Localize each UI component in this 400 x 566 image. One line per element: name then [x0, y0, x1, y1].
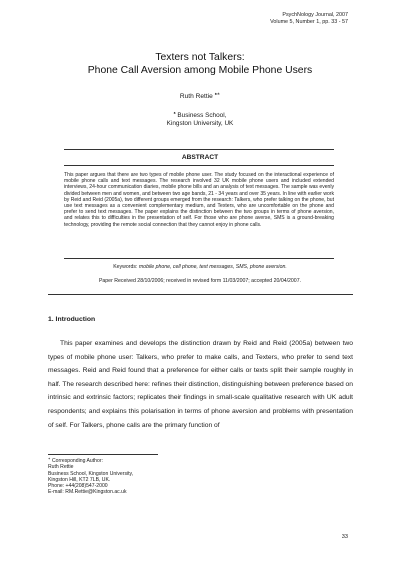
- title-line-2: Phone Call Aversion among Mobile Phone Users: [87, 64, 313, 76]
- affiliation-line-1: Business School,: [177, 112, 227, 119]
- section-heading: 1. Introduction: [48, 316, 96, 323]
- journal-header: [270, 12, 348, 26]
- paper-title: [0, 52, 400, 77]
- footnote-line: Ruth Rettie: [48, 464, 74, 471]
- journal-volume: Volume 5, Number 1, pp. 33 - 57: [270, 19, 348, 25]
- title-line-1: Texters not Talkers:: [155, 52, 245, 63]
- footnote-marker: ∗: [48, 456, 51, 461]
- footnote-line: Phone: +44(208)547-2000: [48, 483, 108, 490]
- abstract-top-rule: [64, 149, 334, 150]
- author: [0, 90, 400, 100]
- introduction-text: This paper examines and develops the distinction drawn by Reid and Reid (2005a) between two types of mobile phone user: Talkers, who prefer to make calls, and Texters, who prefer to send text messages. Reid and Reid found that a preference for either calls or texts split their sample roughly in half. The research described here: refines their distinction, distinguishing between preference based on intrinsic and extrinsic factors; replicates their findings in small-scale qualitative research with UK adult respondents; and explains this polarisation in terms of phone aversion and problems with presentation of self. For Talkers, phone calls are the primary function of: [48, 340, 353, 429]
- journal-name: PsychNology Journal, 2007: [282, 12, 348, 18]
- section-separator-rule: [48, 294, 353, 295]
- footnote-label: Corresponding Author:: [51, 458, 103, 464]
- footnote-rule: [48, 454, 158, 455]
- affiliation: [0, 112, 400, 128]
- footnote: [48, 458, 133, 496]
- footnote-line: Business School, Kingston University,: [48, 470, 134, 477]
- keywords: [0, 264, 400, 270]
- author-marker: ♠∗: [214, 90, 221, 96]
- affiliation-line-2: Kingston University, UK: [166, 120, 234, 127]
- affiliation-marker: ♠: [173, 110, 176, 115]
- abstract-heading-rule: [64, 165, 334, 166]
- keywords-terms: mobile phone, cell phone, text messages, SMS, phone aversion.: [138, 264, 287, 270]
- footnote-line: Kingston Hill, KT2 7LB, UK.: [48, 476, 111, 483]
- footnote-email: E-mail: RM.Rettie@Kingston.ac.uk: [48, 489, 127, 496]
- abstract-heading: ABSTRACT: [181, 154, 219, 161]
- keywords-label: Keywords:: [113, 264, 138, 270]
- author-name: Ruth Rettie: [179, 93, 213, 100]
- received-dates: Paper Received 28/10/2006; received in revised form 11/03/2007; accepted 20/04/2007.: [98, 278, 302, 284]
- page-number: 33: [341, 534, 348, 540]
- abstract-text: This paper argues that there are two types of mobile phone user. The study focused on the interactional experience of mobile phone calls and text messages. The research involved 32 UK mobile phone users and included extended interviews, 24-hour communication diaries, mobile phone bills and an analysis of text messages. The sample was evenly divided between men and women, and between two age bands, 21 - 34 years and over 35 years. In line with earlier work by Reid and Reid (2005a), two different groups emerged from the research: Talkers, who prefer talking on the phone, but use text messages as a convenient complementary medium, and Texters, who are uncomfortable on the phone and prefer to send text messages. The paper explains the distinction between the two groups in terms of phone aversion, and relates this to difficulties in the presentation of self. For those who are phone averse, SMS is a ground-breaking technology, providing the remote social connection that they cannot enjoy in phone calls.: [64, 172, 334, 228]
- abstract-bottom-rule: [64, 258, 334, 259]
